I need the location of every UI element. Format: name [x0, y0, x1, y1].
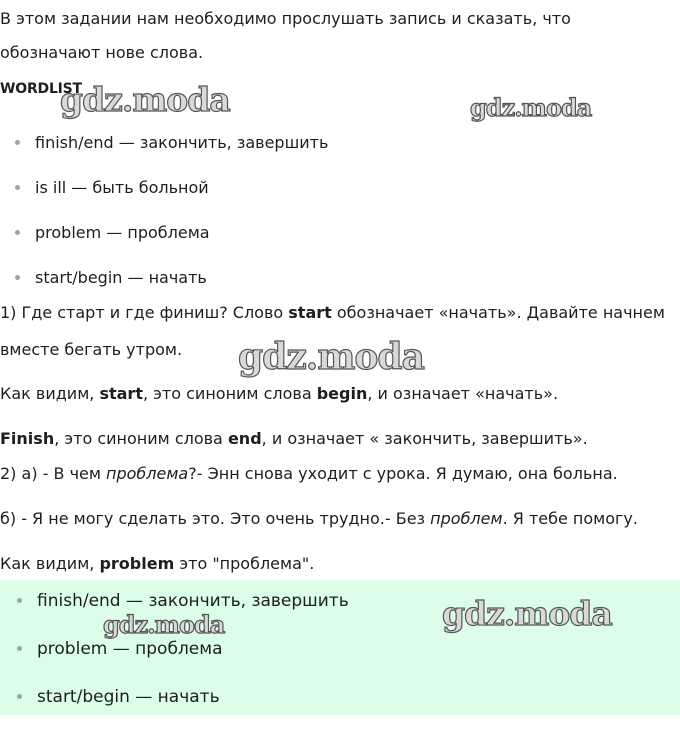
intro-line-1: В этом задании нам необходимо прослушать запись и сказать, что: [0, 9, 571, 28]
bullet-icon: [15, 140, 20, 145]
wordlist-item: [15, 223, 210, 243]
bullet-icon: [15, 185, 20, 190]
bullet-icon: [17, 598, 22, 603]
text: . Я тебе помогу.: [502, 509, 638, 528]
watermark: gdz.moda: [470, 93, 592, 122]
keyword: start: [99, 384, 143, 403]
summary-item: [17, 591, 349, 611]
text: б) - Я не могу сделать это. Это очень трудно.- Без: [0, 509, 431, 528]
text: , это синоним слова: [54, 429, 228, 448]
section-2b: [0, 509, 638, 529]
watermark: gdz.moda: [103, 610, 225, 639]
section-1-line-2: вместе бегать утром.: [0, 340, 183, 359]
text: , и означает «начать».: [367, 384, 559, 403]
text: 2) а) - В чем: [0, 464, 107, 483]
summary-item-text: problem — проблема: [37, 639, 223, 659]
section-2a: [0, 464, 618, 484]
watermark: gdz.moda: [60, 80, 230, 119]
keyword: Finish: [0, 429, 55, 448]
wordlist-heading: WORDLIST: [0, 81, 82, 97]
summary-item: [17, 687, 220, 707]
bullet-icon: [15, 230, 20, 235]
bullet-icon: [17, 694, 22, 699]
text: обозначает «начать». Давайте начнем: [331, 303, 665, 322]
problem-note: [0, 554, 314, 574]
wordlist-item-text: problem — проблема: [35, 223, 210, 242]
text: Как видим,: [0, 554, 100, 573]
summary-item: [17, 639, 223, 659]
wordlist-item: [15, 178, 209, 198]
finish-note: [0, 429, 588, 449]
section-1-line-1: [0, 303, 665, 323]
summary-item-text: finish/end — закончить, завершить: [37, 591, 349, 611]
wordlist-item: [15, 133, 328, 153]
keyword: end: [227, 429, 262, 448]
text: Как видим,: [0, 384, 100, 403]
text: ?- Энн снова уходит с урока. Я думаю, она больна.: [188, 464, 618, 483]
wordlist-item-text: start/begin — начать: [35, 268, 207, 287]
watermark: gdz.moda: [442, 594, 612, 633]
bullet-icon: [17, 646, 22, 651]
text: , и означает « закончить, завершить».: [261, 429, 588, 448]
wordlist-item-text: finish/end — закончить, завершить: [35, 133, 329, 152]
emphasis: проблем: [430, 509, 503, 528]
emphasis: проблема: [106, 464, 189, 483]
wordlist-item: [15, 268, 207, 288]
keyword: problem: [99, 554, 175, 573]
start-note: [0, 384, 558, 404]
text: 1) Где старт и где финиш? Слово: [0, 303, 289, 322]
text: это "проблема".: [174, 554, 315, 573]
wordlist-item-text: is ill — быть больной: [35, 178, 209, 197]
summary-item-text: start/begin — начать: [37, 687, 220, 707]
text: , это синоним слова: [142, 384, 317, 403]
intro-line-2: обозначают нове слова.: [0, 43, 204, 62]
keyword: begin: [316, 384, 368, 403]
bullet-icon: [15, 275, 20, 280]
keyword: start: [288, 303, 332, 322]
watermark: gdz.moda: [238, 336, 424, 378]
